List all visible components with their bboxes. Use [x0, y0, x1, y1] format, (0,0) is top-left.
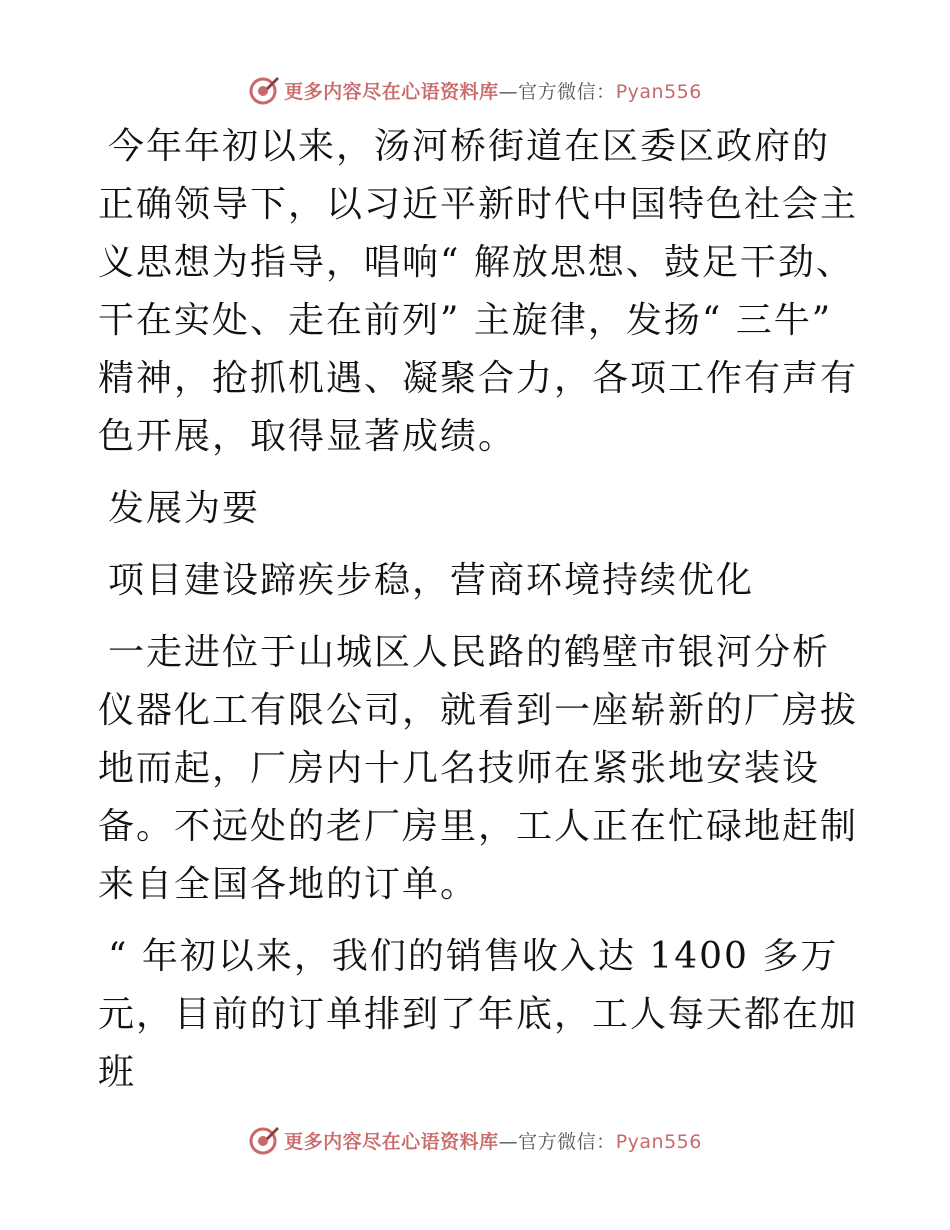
- banner-official-label: 官方微信：: [518, 1130, 616, 1153]
- banner-account-id: Pyan556: [615, 80, 702, 103]
- banner-official-label: 官方微信：: [518, 80, 616, 103]
- paragraph-company: 一走进位于山城区人民路的鹤壁市银河分析仪器化工有限公司，就看到一座崭新的厂房拔地而起，厂房内十几名技师在紧张地安装设备。不远处的老厂房里，工人正在忙碌地赶制来自全国各地的订单。: [98, 632, 859, 905]
- banner-separator: —: [498, 1130, 519, 1153]
- banner-separator: —: [498, 80, 519, 103]
- brush-circle-logo-icon: [248, 74, 280, 106]
- header-banner: [0, 70, 950, 110]
- footer-banner: [0, 1120, 950, 1160]
- paragraph-quote: “ 年初以来，我们的销售收入达 1400 多万元，目前的订单排到了年底，工人每天都在加班: [98, 936, 859, 1093]
- banner-text: [284, 77, 702, 104]
- section-heading: 发展为要: [108, 488, 261, 529]
- brush-circle-logo-icon: [248, 1124, 280, 1156]
- banner-main-text: 更多内容尽在心语资料库: [284, 80, 499, 103]
- banner-account-id: Pyan556: [615, 1130, 702, 1153]
- banner-text: [284, 1127, 702, 1154]
- section-subheading: 项目建设蹄疾步稳，营商环境持续优化: [108, 560, 755, 601]
- banner-main-text: 更多内容尽在心语资料库: [284, 1130, 499, 1153]
- document-body: [98, 118, 858, 1116]
- paragraph-intro: 今年年初以来，汤河桥街道在区委区政府的正确领导下，以习近平新时代中国特色社会主义思想为指导，唱响“ 解放思想、鼓足干劲、干在实处、走在前列” 主旋律，发扬“ 三牛” 精神，抢抓机遇、凝聚合力，各项工作有声有色开展，取得显著成绩。: [98, 126, 859, 457]
